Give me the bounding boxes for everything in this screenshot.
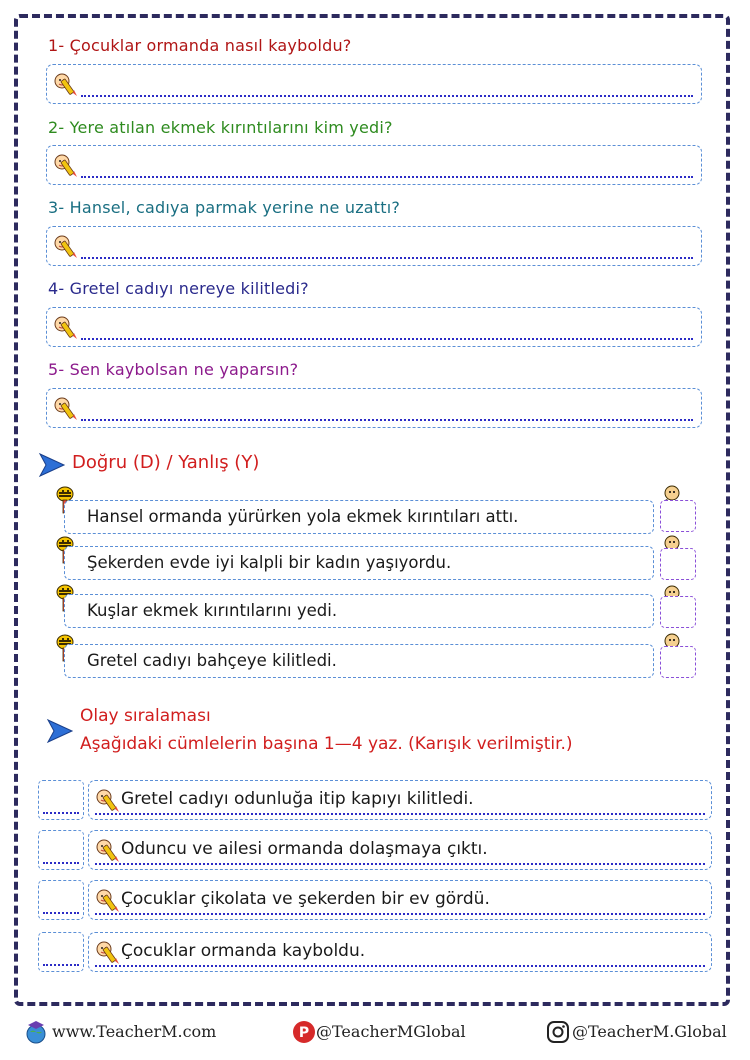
answer-line xyxy=(95,813,705,815)
answer-line xyxy=(81,338,693,340)
footer-pinterest[interactable]: @TeacherMGlobal xyxy=(316,1022,466,1041)
question-1-title: 1- Çocuklar ormanda nasıl kayboldu? xyxy=(48,36,352,55)
sequence-instruction: Aşağıdaki cümlelerin başına 1—4 yaz. (Karışık verilmiştir.) xyxy=(80,734,573,754)
globe-graduation-icon xyxy=(24,1020,48,1044)
answer-line xyxy=(81,257,693,259)
pencil-icon xyxy=(95,887,121,913)
instagram-icon xyxy=(546,1020,570,1044)
true-false-item xyxy=(64,546,654,580)
sequence-text: Çocuklar çikolata ve şekerden bir ev gördü. xyxy=(121,889,490,909)
answer-line xyxy=(43,912,79,914)
pencil-icon xyxy=(53,395,79,421)
pencil-icon xyxy=(53,233,79,259)
question-5-title: 5- Sen kaybolsan ne yaparsın? xyxy=(48,360,299,379)
statement-text: Hansel ormanda yürürken yola ekmek kırıntıları attı. xyxy=(87,507,519,526)
answer-line xyxy=(43,812,79,814)
sequence-title: Olay sıralaması xyxy=(80,706,211,726)
sequence-item xyxy=(88,932,712,972)
true-false-title: Doğru (D) / Yanlış (Y) xyxy=(72,452,260,473)
question-2-title: 2- Yere atılan ekmek kırıntılarını kim yedi? xyxy=(48,118,393,137)
true-false-item xyxy=(64,644,654,678)
question-4-title: 4- Gretel cadıyı nereye kilitledi? xyxy=(48,279,309,298)
sequence-item xyxy=(88,830,712,870)
answer-line xyxy=(95,913,705,915)
pencil-icon xyxy=(95,837,121,863)
answer-box-1[interactable] xyxy=(46,64,702,104)
order-number-box[interactable] xyxy=(38,780,84,820)
sequence-text: Oduncu ve ailesi ormanda dolaşmaya çıktı. xyxy=(121,839,488,859)
pencil-icon xyxy=(53,152,79,178)
sequence-item xyxy=(88,780,712,820)
true-false-item xyxy=(64,500,654,534)
order-number-box[interactable] xyxy=(38,932,84,972)
question-3-title: 3- Hansel, cadıya parmak yerine ne uzattı? xyxy=(48,198,401,217)
answer-line xyxy=(95,965,705,967)
statement-text: Gretel cadıyı bahçeye kilitledi. xyxy=(87,651,337,670)
statement-text: Şekerden evde iyi kalpli bir kadın yaşıyordu. xyxy=(87,553,452,572)
statement-text: Kuşlar ekmek kırıntılarını yedi. xyxy=(87,601,338,620)
answer-checkbox[interactable] xyxy=(660,548,696,580)
answer-box-5[interactable] xyxy=(46,388,702,428)
answer-line xyxy=(95,863,705,865)
answer-checkbox[interactable] xyxy=(660,596,696,628)
answer-checkbox[interactable] xyxy=(660,646,696,678)
footer-website[interactable]: www.TeacherM.com xyxy=(52,1022,217,1041)
true-false-item xyxy=(64,594,654,628)
answer-line xyxy=(43,862,79,864)
answer-line xyxy=(81,176,693,178)
sequence-text: Çocuklar ormanda kayboldu. xyxy=(121,941,366,961)
pinterest-icon xyxy=(292,1020,316,1044)
answer-line xyxy=(81,95,693,97)
order-number-box[interactable] xyxy=(38,830,84,870)
answer-checkbox[interactable] xyxy=(660,500,696,532)
answer-line xyxy=(81,419,693,421)
answer-box-3[interactable] xyxy=(46,226,702,266)
sequence-text: Gretel cadıyı odunluğa itip kapıyı kilitledi. xyxy=(121,789,474,809)
answer-box-2[interactable] xyxy=(46,145,702,185)
order-number-box[interactable] xyxy=(38,880,84,920)
pencil-icon xyxy=(95,939,121,965)
pencil-icon xyxy=(53,71,79,97)
footer-instagram[interactable]: @TeacherM.Global xyxy=(572,1022,727,1041)
arrow-bullet-icon xyxy=(46,718,74,744)
arrow-bullet-icon xyxy=(38,452,66,478)
answer-box-4[interactable] xyxy=(46,307,702,347)
pencil-icon xyxy=(53,314,79,340)
pencil-icon xyxy=(95,787,121,813)
answer-line xyxy=(43,964,79,966)
sequence-item xyxy=(88,880,712,920)
svg-text:P: P xyxy=(298,1025,310,1041)
